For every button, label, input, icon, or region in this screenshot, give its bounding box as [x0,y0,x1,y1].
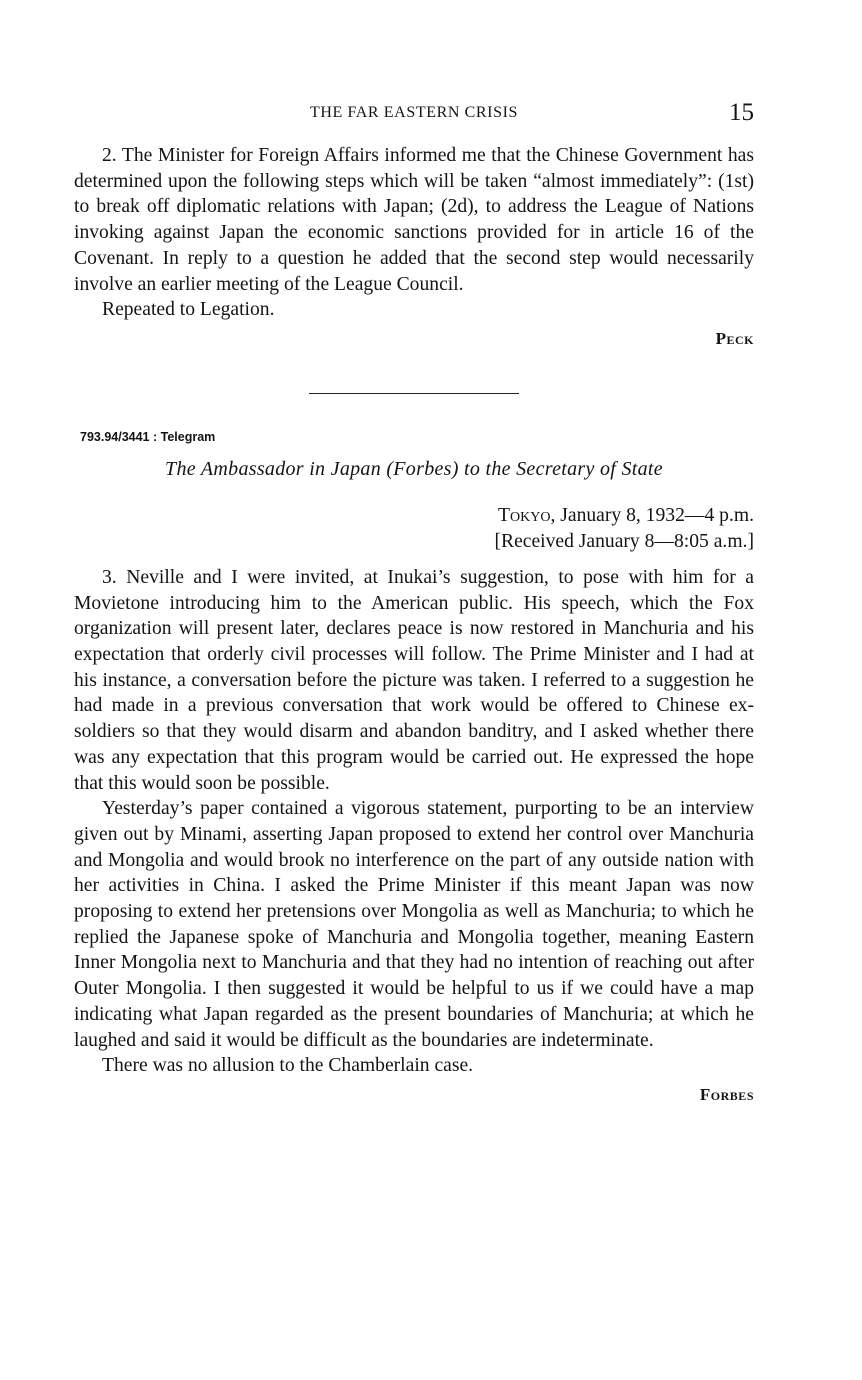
dateline [74,503,754,555]
telegram-paragraph-1: 2. The Minister for Foreign Affairs informed me that the Chinese Government has determined upon the following steps which will be taken “almost immediately”: (1st) to break off diplomatic relations with Japan; (2d), to address the League of Nations invoking against Japan the economic sanctions provided for in article 16 of the Covenant. In reply to a question he added that the second step would necessarily involve an earlier meeting of the League Council. [74,145,754,295]
body-paragraph-3: There was no allusion to the Chamberlain case. [102,1055,474,1077]
signature-forbes: Forbes [699,1084,754,1104]
page-header [74,96,754,132]
document-page [74,96,754,1356]
dateline-date: January 8, 1932—4 p.m. [560,504,754,526]
document-title: The Ambassador in Japan (Forbes) to the Secretary of State [165,457,663,480]
repeated-note: Repeated to Legation. [102,299,275,321]
body-paragraph-2: Yesterday’s paper contained a vigorous statement, purporting to be an interview given out by Minami, asserting Japan proposed to extend her control over Manchuria and Mongolia and would brook no interference on the part of any outside nation with her activities in China. I asked the Prime Minister if this meant Japan was now proposing to extend her pretensions over Mongolia as well as Manchuria; to which he replied the Japanese spoke of Manchuria and Mongolia together, meaning Eastern Inner Mongolia next to Manchuria and that they had no intention of reaching out after Outer Mongolia. I then suggested it would be helpful to us if we could have a map indicating what Japan regarded as the present boundaries of Manchuria; at which he laughed and said it would be difficult as the boundaries are indeterminate. [74,798,754,1051]
running-head: THE FAR EASTERN CRISIS [309,104,519,121]
dateline-sent [74,503,754,529]
body-paragraph-1: 3. Neville and I were invited, at Inukai’s suggestion, to pose with him for a Movietone introducing him to the American public. His speech, which the Fox organization will present later, declares peace is now restored in Manchuria and his expectation that orderly civil processes will follow. The Prime Minister and I had at his instance, a conversation before the picture was taken. I referred to a suggestion he had made in a previous conversation that work would be offered to Chinese ex-soldiers so that they would disarm and abandon banditry, and I asked whether there was any expectation that this program would be carried out. He expressed the hope that this would soon be possible. [74,566,754,794]
signature-peck: Peck [715,328,754,348]
dateline-received: [Received January 8—8:05 a.m.] [494,530,754,552]
dateline-city: Tokyo, [498,504,556,526]
section-divider [309,393,519,394]
page-number: 15 [729,99,754,126]
file-reference: 793.94/3441 : Telegram [80,429,216,444]
